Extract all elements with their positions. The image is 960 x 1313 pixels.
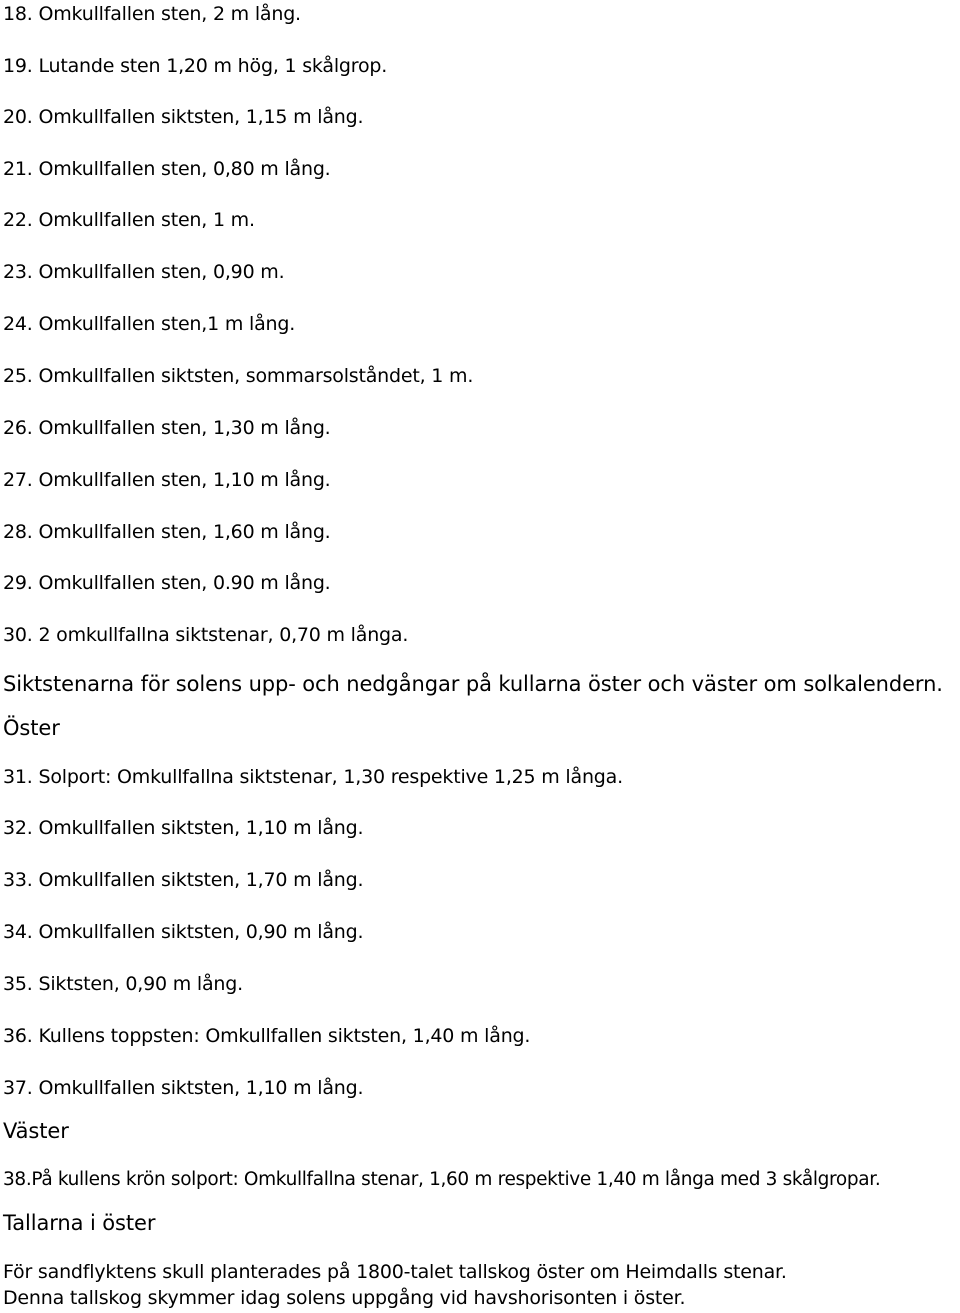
list-item: 34. Omkullfallen siktsten, 0,90 m lång. bbox=[3, 921, 364, 943]
list-item: 25. Omkullfallen siktsten, sommarsolståndet, 1 m. bbox=[3, 365, 474, 387]
list-item: 36. Kullens toppsten: Omkullfallen siktsten, 1,40 m lång. bbox=[3, 1025, 531, 1047]
list-item: 23. Omkullfallen sten, 0,90 m. bbox=[3, 261, 285, 283]
section-heading-pines: Tallarna i öster bbox=[3, 1211, 156, 1235]
list-item: 19. Lutande sten 1,20 m hög, 1 skålgrop. bbox=[3, 55, 388, 77]
list-item: 24. Omkullfallen sten,1 m lång. bbox=[3, 313, 296, 335]
list-item: 31. Solport: Omkullfallna siktstenar, 1,30 respektive 1,25 m långa. bbox=[3, 766, 623, 788]
list-item: 21. Omkullfallen sten, 0,80 m lång. bbox=[3, 158, 331, 180]
paragraph-line: För sandflyktens skull planterades på 1800-talet tallskog öster om Heimdalls stenar. bbox=[3, 1261, 787, 1283]
list-item: 38.På kullens krön solport: Omkullfallna stenar, 1,60 m respektive 1,40 m långa med 3 skålgropar. bbox=[3, 1169, 881, 1190]
list-item: 29. Omkullfallen sten, 0.90 m lång. bbox=[3, 572, 331, 594]
list-item: 27. Omkullfallen sten, 1,10 m lång. bbox=[3, 469, 331, 491]
intro-paragraph: Siktstenarna för solens upp- och nedgångar på kullarna öster och väster om solkalendern. bbox=[3, 672, 943, 696]
list-item: 37. Omkullfallen siktsten, 1,10 m lång. bbox=[3, 1077, 364, 1099]
list-item: 20. Omkullfallen siktsten, 1,15 m lång. bbox=[3, 106, 364, 128]
list-item: 28. Omkullfallen sten, 1,60 m lång. bbox=[3, 521, 331, 543]
list-item: 32. Omkullfallen siktsten, 1,10 m lång. bbox=[3, 817, 364, 839]
list-item: 26. Omkullfallen sten, 1,30 m lång. bbox=[3, 417, 331, 439]
list-item: 18. Omkullfallen sten, 2 m lång. bbox=[3, 3, 301, 25]
list-item: 30. 2 omkullfallna siktstenar, 0,70 m långa. bbox=[3, 624, 409, 646]
section-heading-west: Väster bbox=[3, 1119, 69, 1143]
paragraph-line: Denna tallskog skymmer idag solens uppgång vid havshorisonten i öster. bbox=[3, 1287, 686, 1309]
list-item: 22. Omkullfallen sten, 1 m. bbox=[3, 209, 255, 231]
section-heading-east: Öster bbox=[3, 716, 60, 740]
list-item: 35. Siktsten, 0,90 m lång. bbox=[3, 973, 243, 995]
list-item: 33. Omkullfallen siktsten, 1,70 m lång. bbox=[3, 869, 364, 891]
